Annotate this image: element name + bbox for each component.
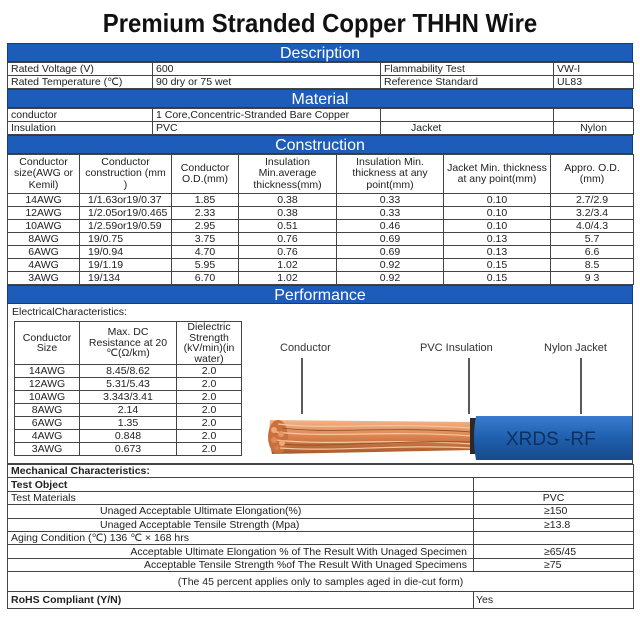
electrical-cell: 6AWG [15,417,80,430]
construction-cell: 1/2.05or19/0.465 [80,207,172,220]
flammability-label: Flammability Test [381,63,554,76]
electrical-row [15,391,242,404]
construction-cell: 1/1.63or19/0.37 [80,194,172,207]
construction-header: Conductor O.D.(mm) [172,155,239,194]
construction-cell: 2.33 [172,207,239,220]
spec-sheet [7,43,633,609]
section-construction: Construction [7,135,633,154]
electrical-row [15,404,242,417]
construction-row [8,220,634,233]
insulation-callout: PVC Insulation [420,342,493,354]
construction-cell: 0.10 [444,194,551,207]
electrical-row [15,378,242,391]
rated-voltage-label: Rated Voltage (V) [8,63,153,76]
electrical-header: Max. DC Resistance at 20 ℃(Ω/km) [80,322,177,365]
conductor-material-label: conductor [8,109,153,122]
electrical-cell: 4AWG [15,430,80,443]
construction-cell: 4.0/4.3 [551,220,634,233]
cable-drawing [258,342,632,462]
construction-row [8,207,634,220]
construction-cell: 0.15 [444,272,551,285]
construction-cell: 0.51 [239,220,337,233]
aged-tensile-value: ≥75 [474,558,634,571]
performance-panel [7,304,633,464]
construction-cell: 0.69 [337,246,444,259]
construction-cell: 0.76 [239,233,337,246]
electrical-cell: 12AWG [15,378,80,391]
construction-cell: 8.5 [551,259,634,272]
construction-cell: 1.02 [239,272,337,285]
construction-cell: 0.13 [444,246,551,259]
construction-header: Insulation Min.average thickness(mm) [239,155,337,194]
electrical-cell: 0.848 [80,430,177,443]
electrical-cell: 2.14 [80,404,177,417]
electrical-header-row [15,322,242,365]
electrical-cell: 2.0 [177,443,242,456]
electrical-label: ElectricalCharacteristics: [12,306,127,318]
construction-cell: 19/1.19 [80,259,172,272]
construction-cell: 0.15 [444,259,551,272]
empty-cell [381,109,554,122]
material-table [7,108,634,135]
construction-cell: 4AWG [8,259,80,272]
rated-voltage-value: 600 [153,63,381,76]
construction-cell: 0.10 [444,207,551,220]
copper-strands [268,420,474,454]
construction-cell: 9 3 [551,272,634,285]
empty-cell [474,531,634,544]
electrical-cell: 8.45/8.62 [80,365,177,378]
electrical-cell: 2.0 [177,430,242,443]
cable-illustration [258,342,632,462]
insulation-label: Insulation [8,122,153,135]
construction-cell: 0.33 [337,194,444,207]
construction-cell: 8AWG [8,233,80,246]
construction-cell: 0.69 [337,233,444,246]
reference-label: Reference Standard [381,76,554,89]
construction-header: Jacket Min. thickness at any point(mm) [444,155,551,194]
test-materials-value: PVC [474,491,634,504]
electrical-row [15,443,242,456]
construction-cell: 2.95 [172,220,239,233]
electrical-row [15,417,242,430]
construction-cell: 0.92 [337,259,444,272]
aged-tensile-label: Acceptable Tensile Strength %of The Result With Unaged Specimens [8,558,474,571]
construction-header-row [8,155,634,194]
construction-cell: 0.13 [444,233,551,246]
tensile-label: Unaged Acceptable Tensile Strength (Mpa) [8,518,474,531]
construction-cell: 0.92 [337,272,444,285]
construction-cell: 2.7/2.9 [551,194,634,207]
conductor-callout: Conductor [280,342,331,354]
construction-cell: 10AWG [8,220,80,233]
jacket-label: Jacket [381,122,554,135]
construction-cell: 3.75 [172,233,239,246]
construction-row [8,233,634,246]
construction-header: Conductor size(AWG or Kemil) [8,155,80,194]
construction-header: Conductor construction (mm ) [80,155,172,194]
electrical-cell: 5.31/5.43 [80,378,177,391]
flammability-value: VW-I [554,63,634,76]
construction-cell: 6AWG [8,246,80,259]
aged-elongation-value: ≥65/45 [474,545,634,558]
construction-cell: 0.76 [239,246,337,259]
electrical-cell: 2.0 [177,404,242,417]
electrical-header: Conductor Size [15,322,80,365]
electrical-row [15,430,242,443]
construction-cell: 19/0.75 [80,233,172,246]
construction-cell: 0.38 [239,207,337,220]
construction-cell: 12AWG [8,207,80,220]
construction-cell: 0.33 [337,207,444,220]
rated-temp-value: 90 dry or 75 wet [153,76,381,89]
construction-cell: 0.10 [444,220,551,233]
electrical-cell: 0.673 [80,443,177,456]
electrical-cell: 2.0 [177,391,242,404]
construction-cell: 6.70 [172,272,239,285]
aging-note: (The 45 percent applies only to samples aged in die-cut form) [8,572,634,592]
construction-cell: 3AWG [8,272,80,285]
jacket-callout: Nylon Jacket [544,342,607,354]
empty-cell [474,478,634,491]
electrical-row [15,365,242,378]
electrical-cell: 3AWG [15,443,80,456]
section-description: Description [7,43,633,62]
conductor-material-value: 1 Core,Concentric-Stranded Bare Copper [153,109,381,122]
construction-row [8,246,634,259]
jacket-value: Nylon [554,122,634,135]
construction-cell: 4.70 [172,246,239,259]
description-table [7,62,634,89]
section-performance: Performance [7,285,633,304]
electrical-cell: 8AWG [15,404,80,417]
rohs-value: Yes [474,592,634,609]
aging-label: Aging Condition (℃) 136 ℃ × 168 hrs [8,531,474,544]
construction-cell: 5.95 [172,259,239,272]
jacket-print: XRDS -RF [506,429,596,450]
construction-header: Insulation Min. thickness at any point(mm) [337,155,444,194]
electrical-cell: 2.0 [177,365,242,378]
construction-table [7,154,634,285]
construction-cell: 14AWG [8,194,80,207]
mechanical-table [7,464,634,609]
electrical-cell: 14AWG [15,365,80,378]
mechanical-label: Mechanical Characteristics: [8,465,634,478]
empty-cell [554,109,634,122]
construction-cell: 1.85 [172,194,239,207]
electrical-cell: 2.0 [177,378,242,391]
insulation-value: PVC [153,122,381,135]
elongation-label: Unaged Acceptable Ultimate Elongation(%) [8,505,474,518]
construction-row [8,272,634,285]
construction-cell: 1/2.59or19/0.59 [80,220,172,233]
electrical-header: Dielectric Strength (kV/min)(in water) [177,322,242,365]
construction-cell: 5.7 [551,233,634,246]
construction-row [8,259,634,272]
construction-cell: 1.02 [239,259,337,272]
page-title: Premium Stranded Copper THHN Wire [102,8,538,38]
rated-temp-label: Rated Temperature (℃) [8,76,153,89]
construction-cell: 0.46 [337,220,444,233]
elongation-value: ≥150 [474,505,634,518]
test-object-label: Test Object [8,478,474,491]
test-materials-label: Test Materials [8,491,474,504]
construction-cell: 3.2/3.4 [551,207,634,220]
rohs-label: RoHS Compliant (Y/N) [8,592,474,609]
electrical-cell: 3.343/3.41 [80,391,177,404]
electrical-cell: 1.35 [80,417,177,430]
aged-elongation-label: Acceptable Ultimate Elongation % of The Result With Unaged Specimen [8,545,474,558]
reference-value: UL83 [554,76,634,89]
section-material: Material [7,89,633,108]
construction-header: Appro. O.D. (mm) [551,155,634,194]
construction-cell: 0.38 [239,194,337,207]
construction-cell: 6.6 [551,246,634,259]
construction-cell: 19/0.94 [80,246,172,259]
electrical-cell: 2.0 [177,417,242,430]
electrical-table [14,321,242,456]
construction-cell: 19/134 [80,272,172,285]
construction-row [8,194,634,207]
electrical-cell: 10AWG [15,391,80,404]
tensile-value: ≥13.8 [474,518,634,531]
